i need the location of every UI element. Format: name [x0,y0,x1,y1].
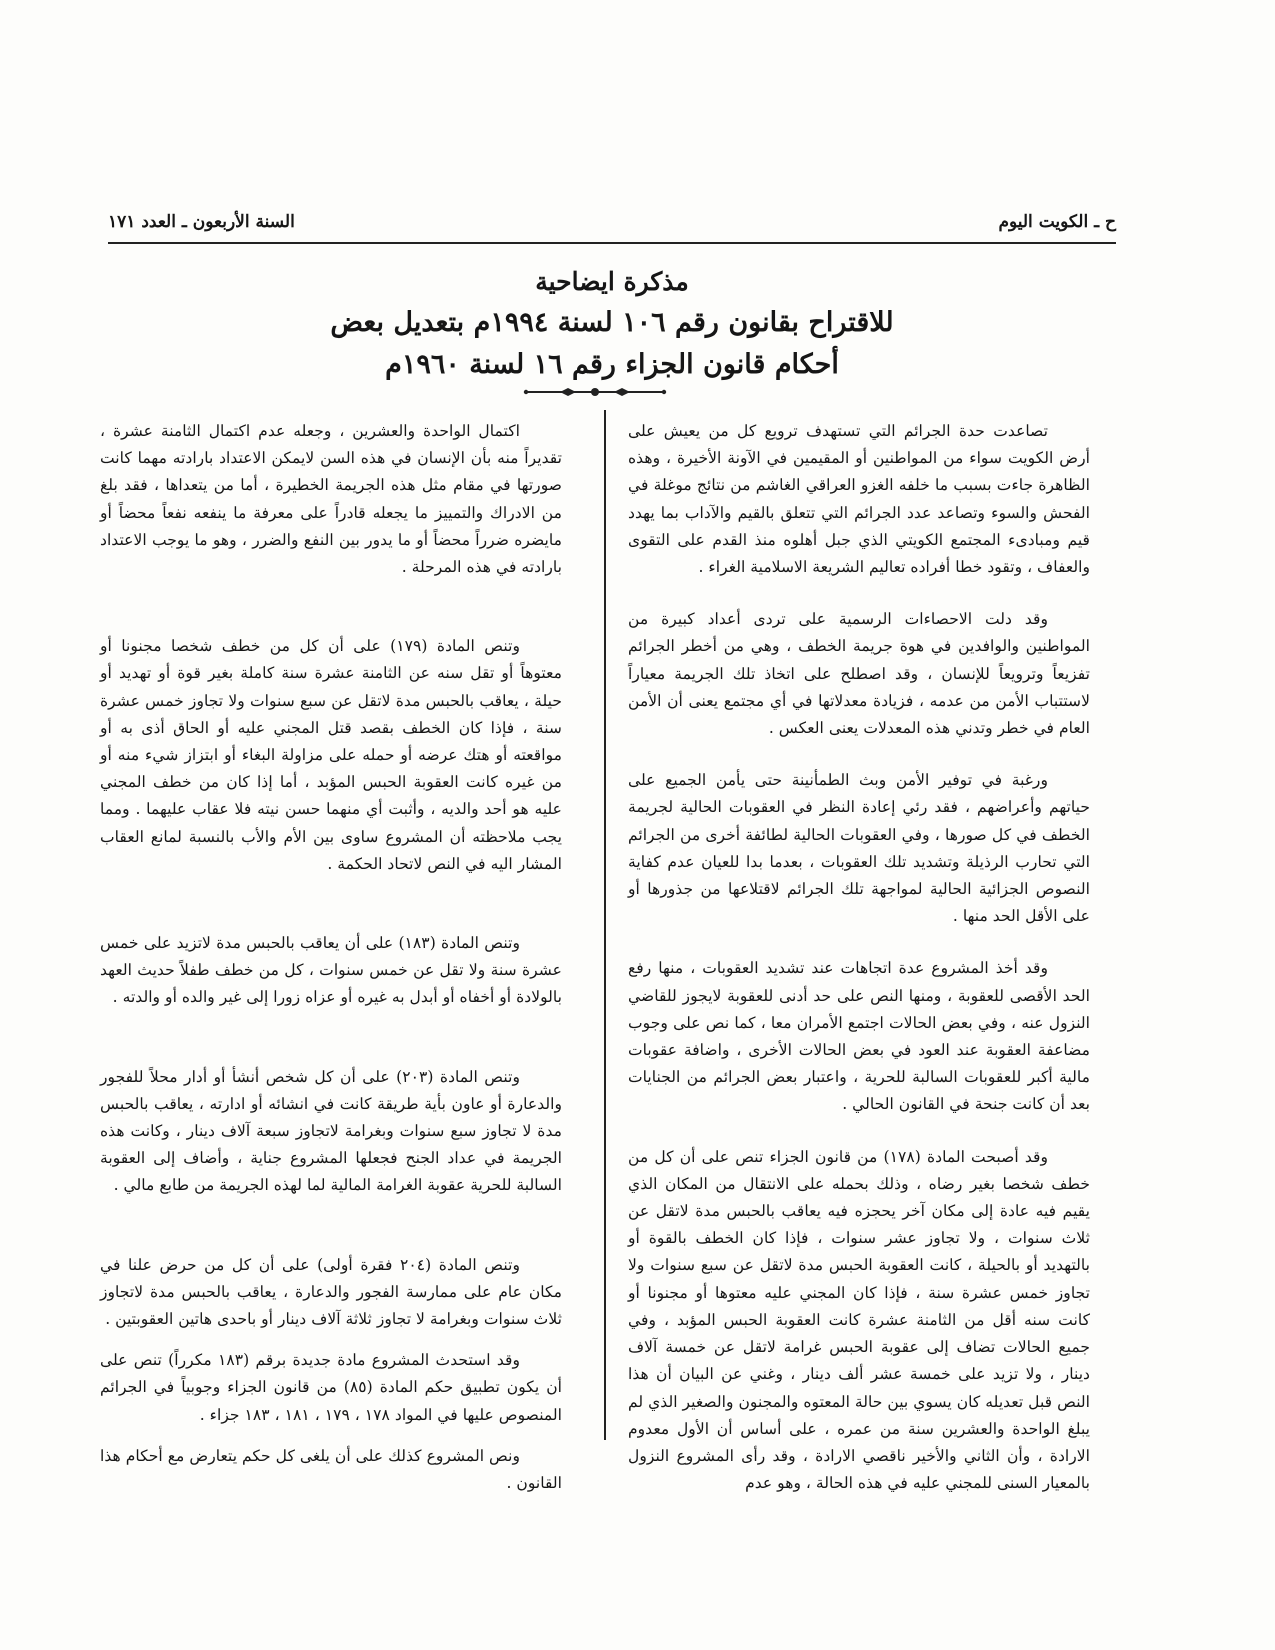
paragraph: وقد أخذ المشروع عدة اتجاهات عند تشديد العقوبات ، منها رفع الحد الأقصى للعقوبة ، ومنها النص على حد أدنى للعقوبة لايجوز للقاضي النزول عنه ، وفي بعض الحالات اجتمع الأمران معا ، كما نص على وجوب مضاعفة العقوبة عند العود في بعض الحالات الأخرى ، واضافة عقوبات مالية أكبر للعقوبات السالبة للحرية ، واعتبار بعض الجرائم من الجنايات بعد أن كانت جنحة في القانون الحالي . [628,959,1090,1114]
title-line-1: مذكرة ايضاحية [535,267,689,296]
paragraph: ورغبة في توفير الأمن وبث الطمأنينة حتى يأمن الجميع على حياتهم وأعراضهم ، فقد رئي إعادة النظر في العقوبات الحالية لجريمة الخطف في كل صورها ، وفي العقوبات الحالية لطائفة أخرى من الجرائم التي تحارب الرذيلة وتشديد تلك العقوبات ، بعدما بدا للعيان عدم كفاية النصوص الجزائية الحالية لمواجهة تلك الجرائم لاقتلاعها من جذورها أو على الأقل الحد منها . [628,771,1090,926]
paragraph: اكتمال الواحدة والعشرين ، وجعله عدم اكتمال الثامنة عشرة ، تقديراً منه بأن الإنسان في هذه السن لايمكن الاعتداد بارادته مهما كانت صورتها في مقام مثل هذه الجريمة الخطيرة ، أما من يتعداها ، فقد بلغ من الادراك والتمييز ما يجعله قادراً على معرفة ما ينفعه نفعاً محضاً أو مايضره ضرراً محضاً أو ما يدور بين النفع والضرر ، وهو ما يوجب الاعتداد بارادته في هذه المرحلة . [100,422,562,577]
paragraph: تصاعدت حدة الجرائم التي تستهدف ترويع كل من يعيش على أرض الكويت سواء من المواطنين أو المقيمين في الآونة الأخيرة ، وهذه الظاهرة جاءت بسبب ما خلفه الغزو العراقي الغاشم من نتائج موغلة في الفحش والسوء وتصاعد عدد الجرائم التي تتعلق بالقيم والآداب بما يهدد قيم ومبادىء المجتمع الكويتي الذي جبل أهلوه منذ القدم على التقوى والعفاف ، وتقود خطا أفراده تعاليم الشريعة الاسلامية الغراء . [628,422,1090,577]
paragraph: ونص المشروع كذلك على أن يلغى كل حكم يتعارض مع أحكام هذا القانون . [100,1446,562,1493]
paragraph: وقد استحدث المشروع مادة جديدة برقم (١٨٣ مكرراً) تنص على أن يكون تطبيق حكم المادة (٨٥) من قانون الجزاء وجوبياً في الجرائم المنصوص عليها في المواد ١٧٨ ، ١٧٩ ، ١٨١ ، ١٨٣ جزاء . [100,1351,562,1424]
right-column [628,418,1090,1522]
left-column [100,418,562,1549]
paragraph: وتنص المادة (٢٠٤ فقرة أولى) على أن كل من حرض علنا في مكان عام على ممارسة الفجور والدعارة ، يعاقب بالحبس مدة لاتجاوز ثلاث سنوات وبغرامة لا تجاوز ثلاثة آلاف دينار أو باحدى هاتين العقوبتين . [100,1255,562,1329]
paragraph: وتنص المادة (١٨٣) على أن يعاقب بالحبس مدة لاتزيد على خمس عشرة سنة ولا تقل عن خمس سنوات ، كل من خطف طفلاً حديث العهد بالولادة أو أخفاه أو أبدل به غيره أو عزاه زورا إلى غير والده أو والدته . [100,934,562,1007]
paragraph: وتنص المادة (١٧٩) على أن كل من خطف شخصا مجنونا أو معتوهاً أو تقل سنه عن الثامنة عشرة سنة كاملة بغير قوة أو تهديد أو حيلة ، يعاقب بالحبس مدة لاتقل عن سبع سنوات ولا تجاوز خمس عشرة سنة ، فإذا كان الخطف بقصد قتل المجني عليه أو الحاق أذى به أو مواقعته أو هتك عرضه أو حمله على مزاولة البغاء أو ابتزاز شيء منه أو من غيره كانت العقوبة الحبس المؤبد ، أما إذا كان من خطف المجني عليه هو أحد والديه ، وأثبت أي منهما حسن نيته فلا عقاب عليهما . ومما يجب ملاحظته أن المشروع ساوى بين الأم والأب بالنسبة لمانع العقاب المشار اليه في النص لاتحاد الحكمة . [100,637,562,873]
paragraph: وقد أصبحت المادة (١٧٨) من قانون الجزاء تنص على أن كل من خطف شخصا بغير رضاه ، وذلك بحمله على الانتقال من المكان الذي يقيم فيه عادة إلى مكان آخر يحجزه فيه يعاقب بالحبس مدة لاتقل عن ثلاث سنوات ، ولا تجاوز عشر سنوات ، فإذا كان الخطف بالقوة أو بالتهديد أو بالحيلة ، كانت العقوبة الحبس مدة لاتقل عن سبع سنوات ولا تجاوز خمس عشرة سنة ، فإذا كان المجني عليه معتوها أو مجنونا أو كانت سنه أقل من الثامنة عشرة كانت العقوبة الحبس المؤبد ، وفي جميع الحالات تضاف إلى عقوبة الحبس غرامة لاتقل عن خمسة آلاف دينار ، ولا تزيد على خمسة عشر ألف دينار ، وغني عن البيان أن هذا النص قبل تعديله كان يسوي بين حالة المعتوه والمجنون والصغير الذي لم يبلغ الواحدة والعشرين سنة من عمره ، على أساس أن الأول معدوم الارادة ، وأن الثاني والأخير ناقصي الارادة ، وقد رأى المشروع النزول بالمعيار السنى للمجني عليه في هذه الحالة ، وهو عدم [628,1147,1090,1493]
paragraph: وتنص المادة (٢٠٣) على أن كل شخص أنشأ أو أدار محلاً للفجور والدعارة أو عاون بأية طريقة كانت في انشائه أو ادارته ، يعاقب بالحبس مدة لا تجاوز سبع سنوات وبغرامة لاتجاوز سبعة آلاف دينار ، وكانت هذه الجريمة في عداد الجنح فجعلها المشروع جناية ، وأضاف إلى العقوبة السالبة للحرية عقوبة الغرامة المالية لما لهذه الجريمة من طابع مالي . [100,1067,562,1195]
page-header [108,208,1116,244]
newspaper-name: ح ـ الكويت اليوم [998,212,1116,232]
ornament-divider [520,386,670,398]
paragraph: وقد دلت الاحصاءات الرسمية على تردى أعداد كبيرة من المواطنين والوافدين في هوة جريمة الخطف ، وهي من أخطر الجرائم تفزيعاً وترويعاً للإنسان ، وقد اصطلح على اتخاذ تلك الجريمة معياراً لاستتباب الأمن من عدمه ، فزيادة معدلاتها في أي مجتمع يعنى أن الأمن العام في خطر وتدني هذه المعدلات يعنى العكس . [628,610,1090,738]
title-line-2: للاقتراح بقانون رقم ١٠٦ لسنة ١٩٩٤م بتعديل بعض [330,307,894,338]
column-divider [604,410,606,1440]
issue-info: السنة الأربعون ـ العدد ١٧١ [108,212,295,232]
title-line-3: أحكام قانون الجزاء رقم ١٦ لسنة ١٩٦٠م [385,349,839,380]
document-title [108,262,1116,386]
